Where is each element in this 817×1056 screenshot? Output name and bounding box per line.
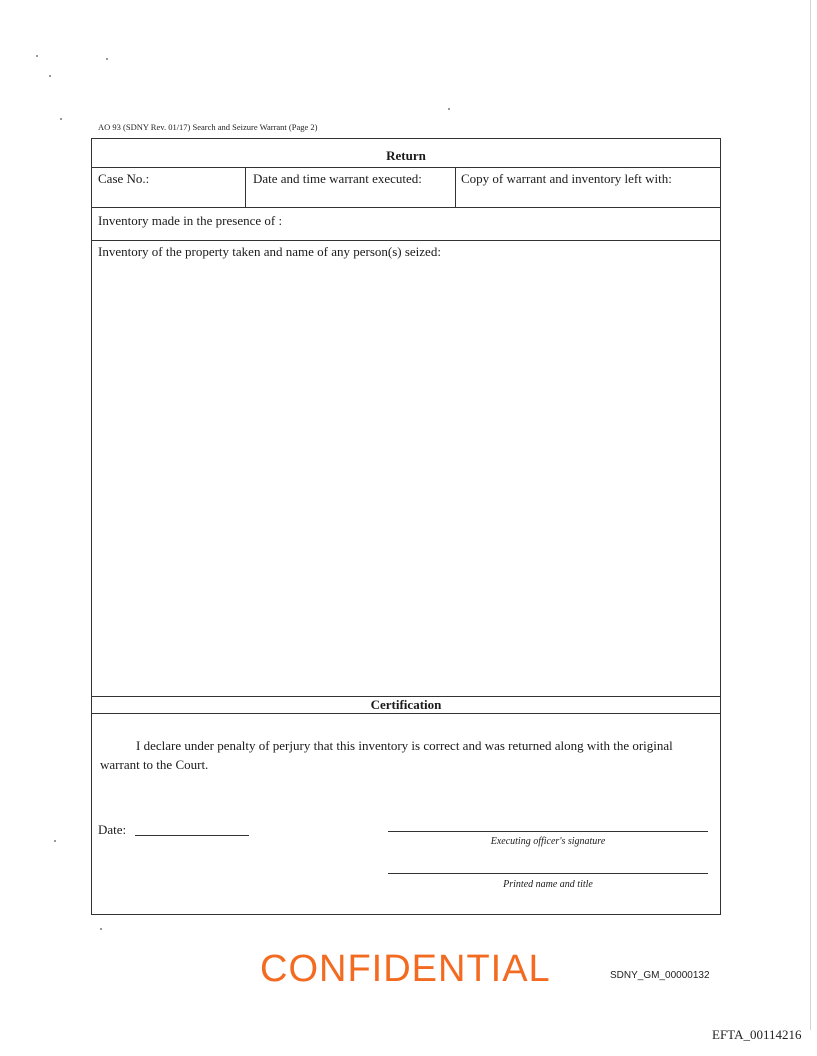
- bates-number: SDNY_GM_00000132: [610, 970, 710, 981]
- date-time-executed-label: Date and time warrant executed:: [253, 171, 422, 186]
- date-label: Date:: [98, 822, 127, 837]
- scan-speck: [54, 840, 56, 842]
- confidential-stamp: CONFIDENTIAL: [260, 948, 551, 990]
- warrant-return-form: [91, 138, 721, 915]
- divider: [245, 167, 246, 207]
- date-line: [135, 835, 249, 836]
- return-title: Return: [386, 148, 426, 163]
- certification-statement: I declare under penalty of perjury that this inventory is correct and was returned along with the original warrant to the Court.: [100, 738, 673, 772]
- page-edge: [810, 0, 811, 1030]
- copy-left-with-label: Copy of warrant and inventory left with:: [461, 171, 672, 186]
- form-header: AO 93 (SDNY Rev. 01/17) Search and Seizure Warrant (Page 2): [98, 122, 318, 132]
- scan-speck: [100, 928, 102, 930]
- divider: [92, 713, 720, 714]
- efta-number: EFTA_00114216: [712, 1027, 802, 1042]
- signature-line: [388, 831, 708, 832]
- divider: [92, 167, 720, 168]
- scan-speck: [60, 118, 62, 120]
- scan-speck: [448, 108, 450, 110]
- inventory-presence-label: Inventory made in the presence of :: [98, 213, 283, 228]
- scan-speck: [49, 75, 51, 77]
- name-title-line: [388, 873, 708, 874]
- executing-officer-signature-caption: Executing officer's signature: [490, 836, 606, 847]
- certification-title: Certification: [370, 697, 442, 712]
- divider: [92, 207, 720, 208]
- case-no-label: Case No.:: [98, 171, 150, 186]
- divider: [92, 240, 720, 241]
- printed-name-title-caption: Printed name and title: [503, 879, 593, 890]
- inventory-property-label: Inventory of the property taken and name of any person(s) seized:: [98, 244, 441, 259]
- divider: [455, 167, 456, 207]
- scan-speck: [106, 58, 108, 60]
- scan-speck: [36, 55, 38, 57]
